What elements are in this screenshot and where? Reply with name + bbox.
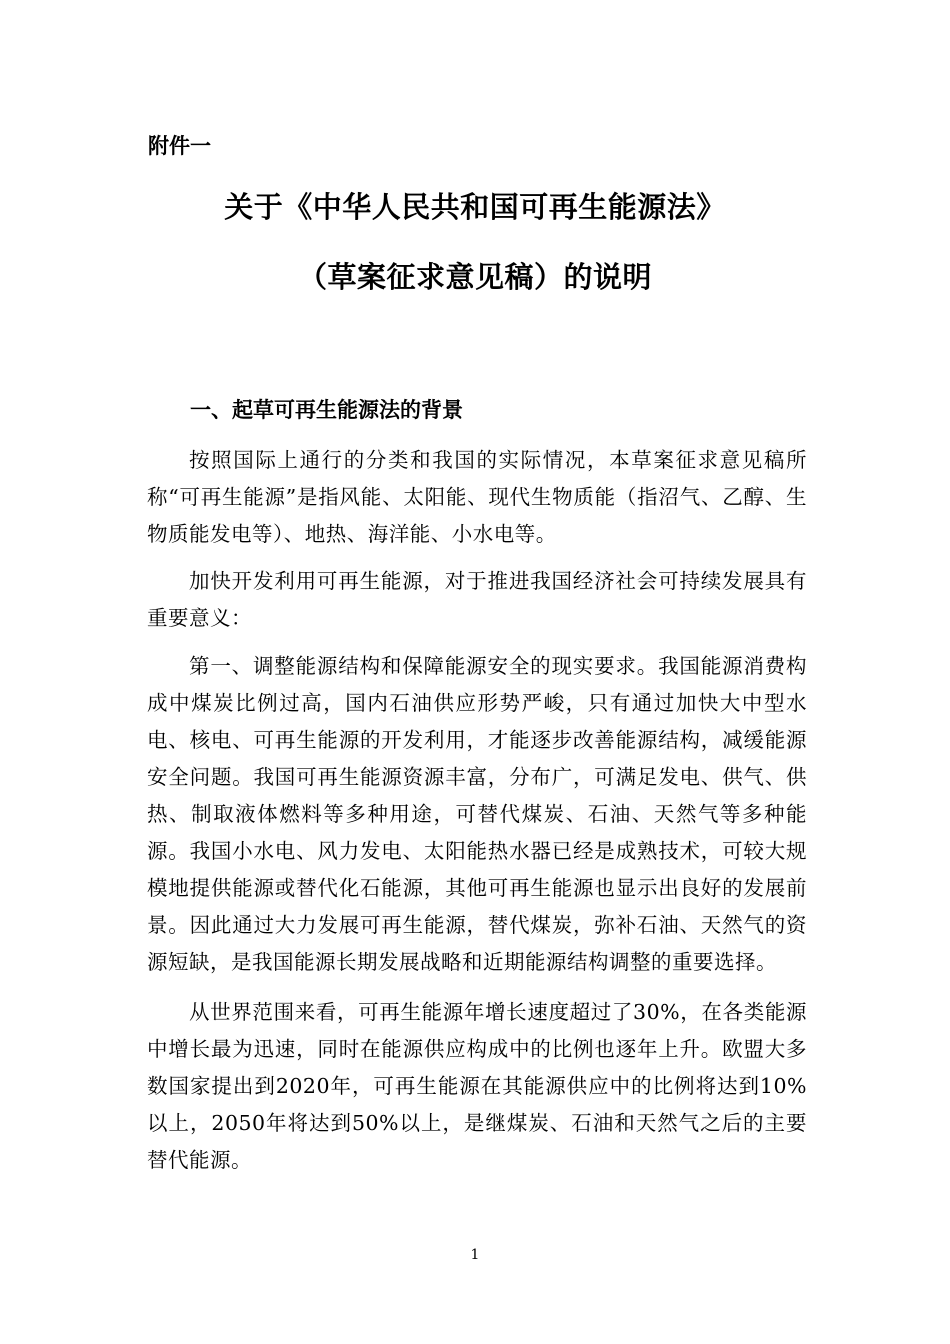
attachment-label: 附件一	[148, 134, 211, 158]
document-title-line-2: （草案征求意见稿）的说明	[297, 260, 652, 294]
section-heading: 一、起草可再生能源法的背景	[190, 398, 463, 422]
body-paragraph: 从世界范围来看，可再生能源年增长速度超过了30%，在各类能源中增长最为迅速，同时在能源供应构成中的比例也逐年上升。欧盟大多数国家提出到2020年，可再生能源在其能源供应中的比例将达到10%以上，2050年将达到50%以上，是继煤炭、石油和天然气之后的主要替代能源。	[147, 1000, 807, 1172]
body-paragraph: 第一、调整能源结构和保障能源安全的现实要求。我国能源消费构成中煤炭比例过高，国内石油供应形势严峻，只有通过加快大中型水电、核电、可再生能源的开发利用，才能逐步改善能源结构，减缓能源安全问题。我国可再生能源资源丰富，分布广，可满足发电、供气、供热、制取液体燃料等多种用途，可替代煤炭、石油、天然气等多种能源。我国小水电、风力发电、太阳能热水器已经是成熟技术，可较大规模地提供能源或替代化石能源，其他可再生能源也显示出良好的发展前景。因此通过大力发展可再生能源，替代煤炭，弥补石油、天然气的资源短缺，是我国能源长期发展战略和近期能源结构调整的重要选择。	[147, 654, 807, 974]
document-title-line-1: 关于《中华人民共和国可再生能源法》	[224, 190, 726, 224]
body-paragraph: 加快开发利用可再生能源，对于推进我国经济社会可持续发展具有重要意义：	[147, 569, 807, 630]
page-number: 1	[470, 1247, 480, 1263]
body-paragraph: 按照国际上通行的分类和我国的实际情况，本草案征求意见稿所称“可再生能源”是指风能、太阳能、现代生物质能（指沼气、乙醇、生物质能发电等）、地热、海洋能、小水电等。	[147, 448, 807, 546]
